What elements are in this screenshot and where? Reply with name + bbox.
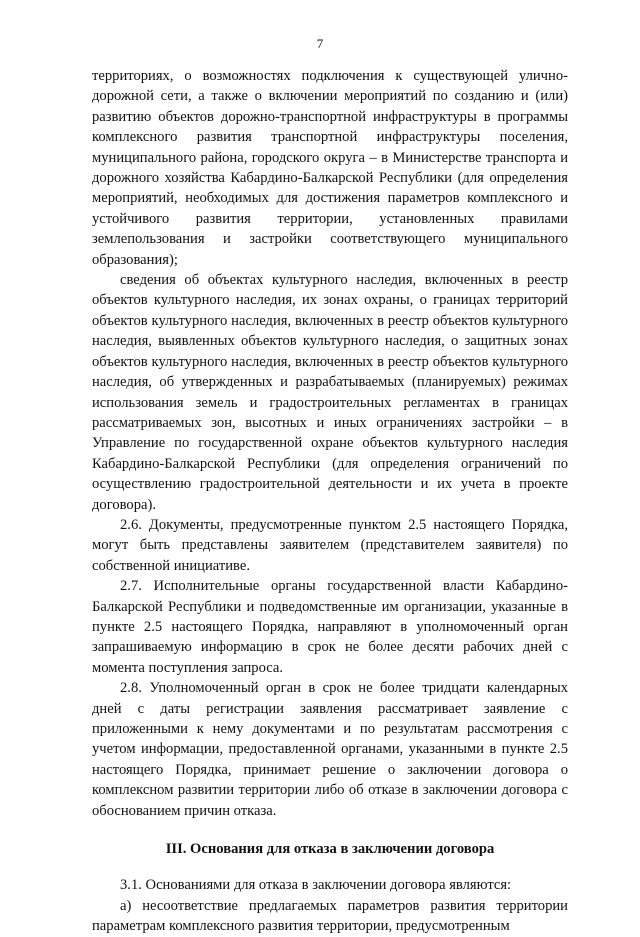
paragraph-cultural-heritage: сведения об объектах культурного наследия, включенных в реестр объектов культурного наследия, их зонах охраны, о границах территорий объектов культурного наследия, включенных в реестр объектов культурного наследия, выявленных объектов культурного наследия, о защитных зонах объектов культурного наследия, включенных в реестр объектов культурного наследия, об утвержденных и разрабатываемых (планируемых) режимах использования земель и градостроительных регламентах в границах рассматриваемых зон, высотных и иных ограничениях застройки – в Управление по государственной охране объектов культурного наследия Кабардино-Балкарской Республики (для определения ограничений по осуществлению градостроительной деятельности и их учета в проекте договора). bbox=[92, 272, 568, 513]
paragraph-2-7: 2.7. Исполнительные органы государственной власти Кабардино-Балкарской Республики и подведомственные им организации, указанные в пункте 2.5 настоящего Порядка, направляют в уполномоченный орган запрашиваемую информацию в срок не более десяти рабочих дней с момента поступления запроса. bbox=[92, 578, 568, 676]
section-heading: III. Основания для отказа в заключении договора bbox=[165, 841, 495, 858]
paragraph-3-1-a: а) несоответствие предлагаемых параметров развития территории параметрам комплексного развития территории, предусмотренным bbox=[92, 897, 568, 935]
paragraph-continuation: территориях, о возможностях подключения к существующей улично-дорожной сети, а также о включении мероприятий по созданию и (или) развитию объектов дорожно-транспортной инфраструктуры в программы комплексного развития транспортной инфраструктуры поселения, муниципального района, городского округа – в Министерстве транспорта и дорожного хозяйства Кабардино-Балкарской Республики (для определения мероприятий, необходимых для достижения параметров комплексного и устойчивого развития территории, установленных правилами землепользования и застройки соответствующего муниципального образования); bbox=[92, 68, 568, 268]
paragraph-3-1: 3.1. Основаниями для отказа в заключении договора являются: bbox=[120, 877, 512, 894]
page-number: 7 bbox=[316, 36, 324, 51]
paragraph-2-8: 2.8. Уполномоченный орган в срок не более тридцати календарных дней с даты регистрации заявления рассматривает заявление с приложенными к нему документами и по результатам рассмотрения с учетом информации, предоставленной органами, указанными в пункте 2.5 настоящего Порядка, принимает решение о заключении договора о комплексном развитии территории либо об отказе в заключении договора с обоснованием причин отказа. bbox=[92, 680, 568, 819]
document-body bbox=[92, 66, 568, 937]
paragraph-2-6: 2.6. Документы, предусмотренные пунктом 2.5 настоящего Порядка, могут быть представлены заявителем (представителем заявителя) по собственной инициативе. bbox=[92, 516, 568, 574]
